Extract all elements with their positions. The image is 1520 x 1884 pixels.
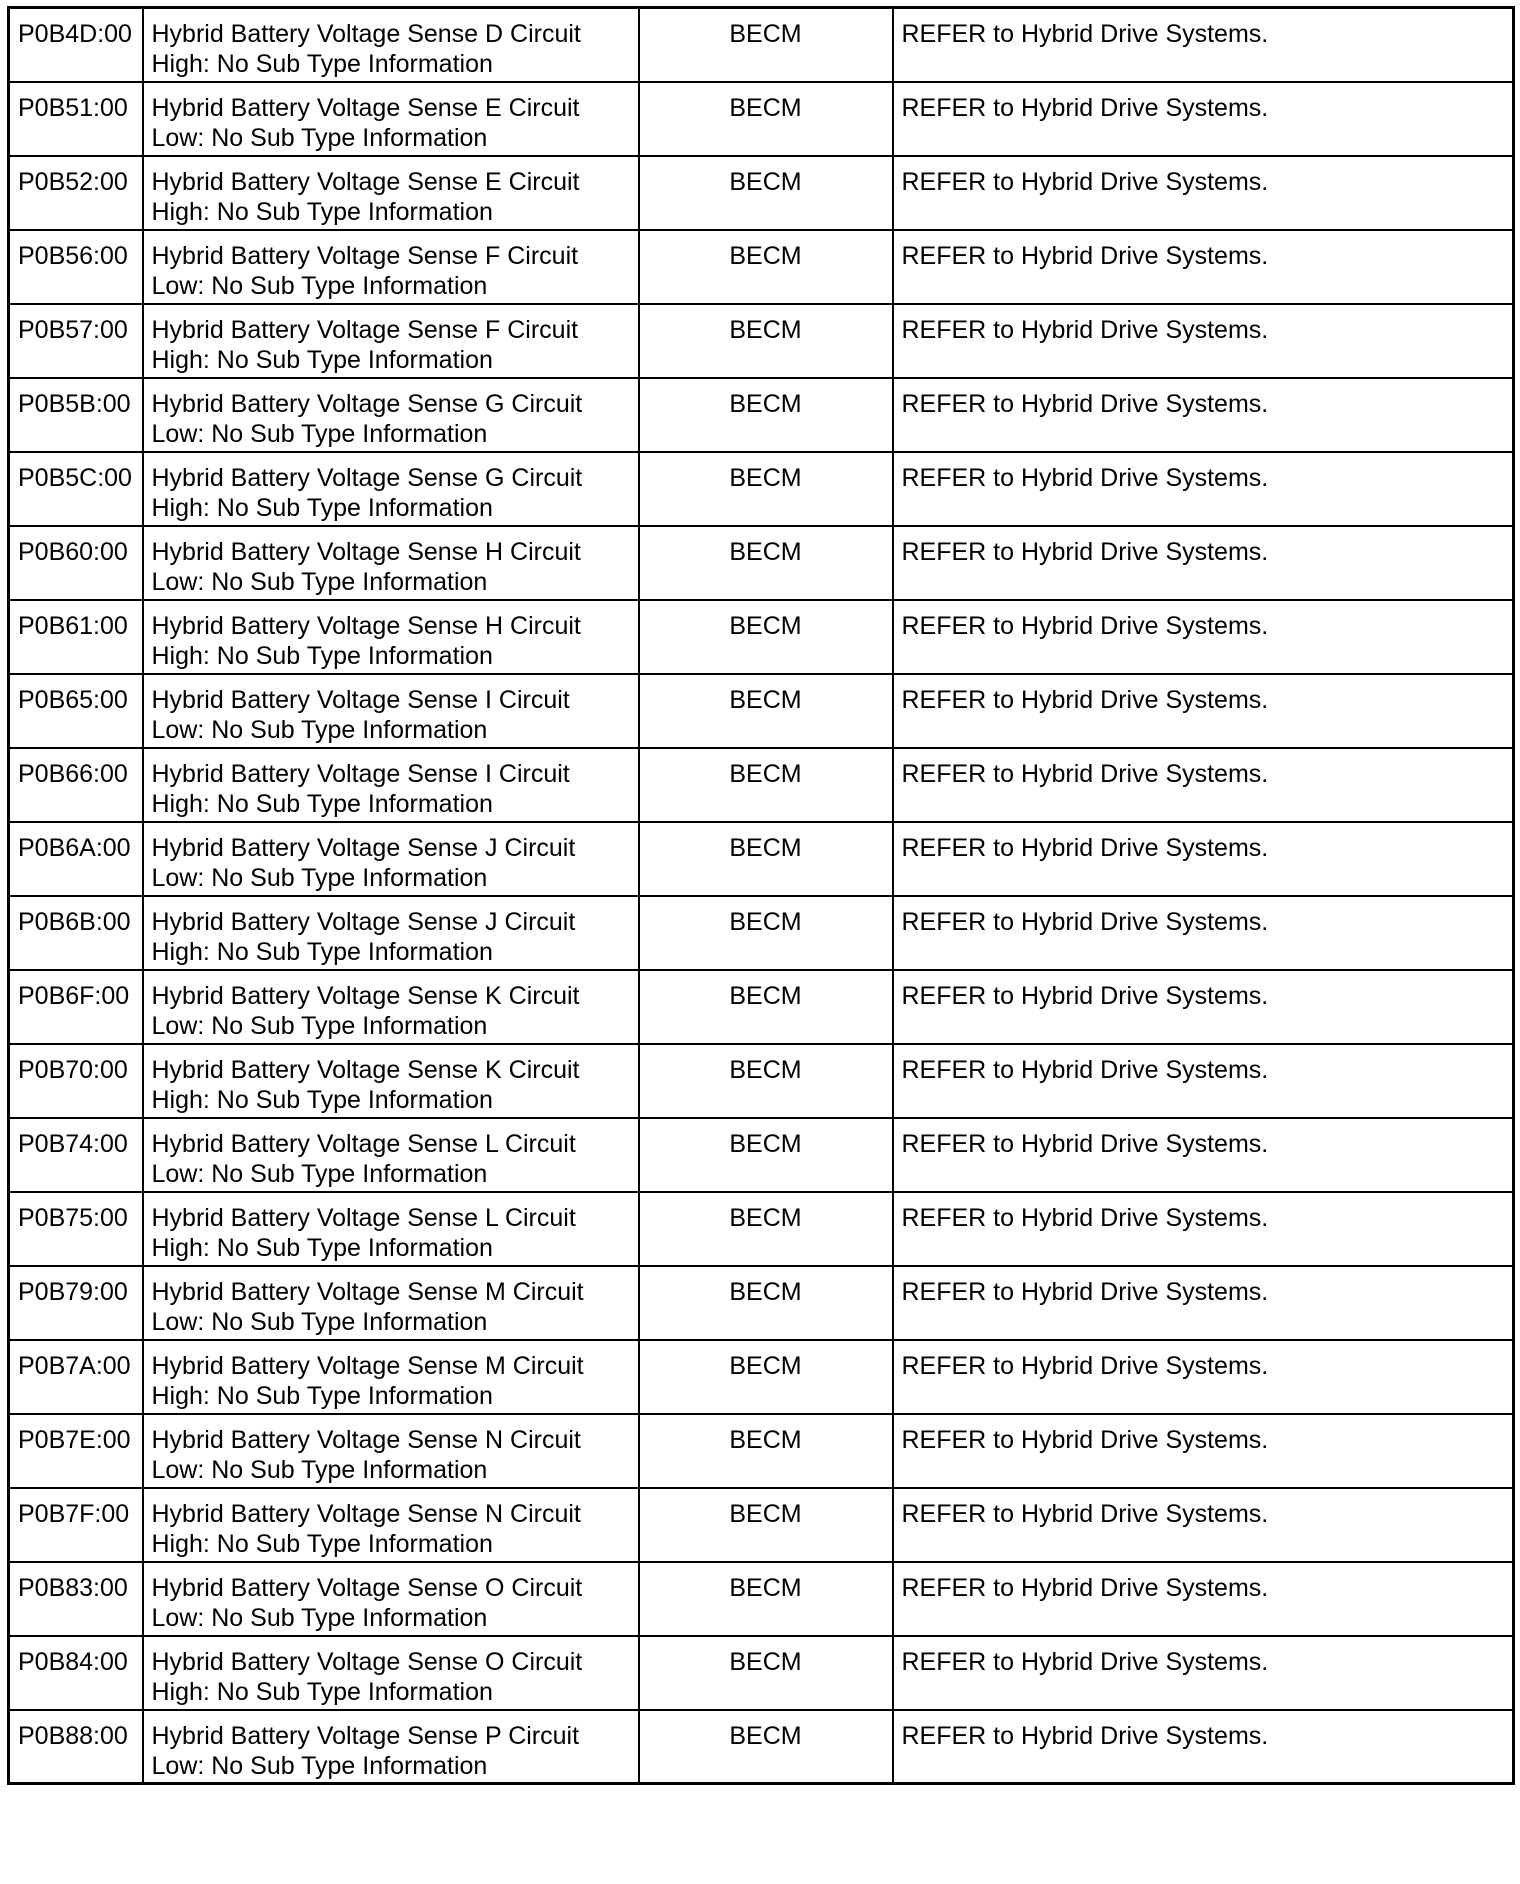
table-row <box>9 304 1514 378</box>
dtc-description-cell <box>143 230 639 304</box>
table-row <box>9 822 1514 896</box>
dtc-module-cell: BECM <box>639 1044 893 1118</box>
description-line-2: High: No Sub Type Information <box>151 937 493 966</box>
dtc-action-cell: REFER to Hybrid Drive Systems. <box>893 1562 1514 1636</box>
dtc-module-cell: BECM <box>639 822 893 896</box>
description-line-1: Hybrid Battery Voltage Sense K Circuit <box>151 1055 580 1084</box>
dtc-module-cell: BECM <box>639 1562 893 1636</box>
dtc-description-cell <box>143 8 639 82</box>
dtc-description-cell <box>143 452 639 526</box>
dtc-action-cell: REFER to Hybrid Drive Systems. <box>893 1044 1514 1118</box>
description-line-1: Hybrid Battery Voltage Sense G Circuit <box>151 463 583 492</box>
description-line-2: Low: No Sub Type Information <box>151 1011 488 1040</box>
dtc-description-cell <box>143 1118 639 1192</box>
description-line-1: Hybrid Battery Voltage Sense I Circuit <box>151 759 570 788</box>
dtc-action-cell: REFER to Hybrid Drive Systems. <box>893 1414 1514 1488</box>
table-row <box>9 1192 1514 1266</box>
table-row <box>9 970 1514 1044</box>
table-row <box>9 1118 1514 1192</box>
description-line-1: Hybrid Battery Voltage Sense K Circuit <box>151 981 580 1010</box>
dtc-module-cell: BECM <box>639 1118 893 1192</box>
dtc-code-cell: P0B5C:00 <box>9 452 143 526</box>
dtc-description-cell <box>143 1636 639 1710</box>
dtc-action-cell: REFER to Hybrid Drive Systems. <box>893 1118 1514 1192</box>
dtc-module-cell: BECM <box>639 230 893 304</box>
dtc-action-cell: REFER to Hybrid Drive Systems. <box>893 1192 1514 1266</box>
dtc-action-cell: REFER to Hybrid Drive Systems. <box>893 1340 1514 1414</box>
dtc-code-cell: P0B6A:00 <box>9 822 143 896</box>
dtc-description-cell <box>143 526 639 600</box>
dtc-code-cell: P0B75:00 <box>9 1192 143 1266</box>
dtc-module-cell: BECM <box>639 82 893 156</box>
description-line-2: High: No Sub Type Information <box>151 641 493 670</box>
dtc-action-cell: REFER to Hybrid Drive Systems. <box>893 970 1514 1044</box>
table-row <box>9 1636 1514 1710</box>
dtc-action-cell: REFER to Hybrid Drive Systems. <box>893 156 1514 230</box>
dtc-module-cell: BECM <box>639 1488 893 1562</box>
dtc-module-cell: BECM <box>639 1192 893 1266</box>
dtc-description-cell <box>143 1414 639 1488</box>
dtc-code-cell: P0B6B:00 <box>9 896 143 970</box>
dtc-description-cell <box>143 156 639 230</box>
dtc-code-cell: P0B66:00 <box>9 748 143 822</box>
table-row <box>9 1044 1514 1118</box>
description-line-1: Hybrid Battery Voltage Sense H Circuit <box>151 611 581 640</box>
description-line-1: Hybrid Battery Voltage Sense D Circuit <box>151 20 581 48</box>
dtc-module-cell: BECM <box>639 1710 893 1784</box>
dtc-module-cell: BECM <box>639 378 893 452</box>
description-line-1: Hybrid Battery Voltage Sense I Circuit <box>151 685 570 714</box>
description-line-2: Low: No Sub Type Information <box>151 863 488 892</box>
dtc-action-cell: REFER to Hybrid Drive Systems. <box>893 304 1514 378</box>
table-row <box>9 1488 1514 1562</box>
description-line-2: High: No Sub Type Information <box>151 1529 493 1558</box>
dtc-action-cell: REFER to Hybrid Drive Systems. <box>893 1266 1514 1340</box>
dtc-action-cell: REFER to Hybrid Drive Systems. <box>893 1710 1514 1784</box>
dtc-code-cell: P0B7F:00 <box>9 1488 143 1562</box>
description-line-2: High: No Sub Type Information <box>151 1085 493 1114</box>
dtc-description-cell <box>143 822 639 896</box>
dtc-code-cell: P0B6F:00 <box>9 970 143 1044</box>
dtc-action-cell: REFER to Hybrid Drive Systems. <box>893 82 1514 156</box>
dtc-action-cell: REFER to Hybrid Drive Systems. <box>893 822 1514 896</box>
table-row <box>9 1710 1514 1784</box>
table-row <box>9 156 1514 230</box>
dtc-code-cell: P0B61:00 <box>9 600 143 674</box>
dtc-description-cell <box>143 674 639 748</box>
dtc-code-cell: P0B74:00 <box>9 1118 143 1192</box>
description-line-2: High: No Sub Type Information <box>151 1233 493 1262</box>
description-line-1: Hybrid Battery Voltage Sense N Circuit <box>151 1425 581 1454</box>
dtc-module-cell: BECM <box>639 304 893 378</box>
dtc-code-cell: P0B83:00 <box>9 1562 143 1636</box>
description-line-2: Low: No Sub Type Information <box>151 1455 488 1484</box>
description-line-2: High: No Sub Type Information <box>151 345 493 374</box>
dtc-action-cell: REFER to Hybrid Drive Systems. <box>893 1636 1514 1710</box>
dtc-module-cell: BECM <box>639 452 893 526</box>
dtc-module-cell: BECM <box>639 896 893 970</box>
description-line-2: Low: No Sub Type Information <box>151 1751 488 1780</box>
dtc-module-cell: BECM <box>639 1266 893 1340</box>
description-line-2: Low: No Sub Type Information <box>151 1159 488 1188</box>
dtc-module-cell: BECM <box>639 674 893 748</box>
dtc-code-cell: P0B56:00 <box>9 230 143 304</box>
dtc-action-cell: REFER to Hybrid Drive Systems. <box>893 452 1514 526</box>
dtc-description-cell <box>143 896 639 970</box>
description-line-2: Low: No Sub Type Information <box>151 715 488 744</box>
description-line-2: High: No Sub Type Information <box>151 50 493 78</box>
dtc-code-cell: P0B52:00 <box>9 156 143 230</box>
dtc-code-cell: P0B79:00 <box>9 1266 143 1340</box>
description-line-2: Low: No Sub Type Information <box>151 1603 488 1632</box>
dtc-module-cell: BECM <box>639 748 893 822</box>
dtc-action-cell: REFER to Hybrid Drive Systems. <box>893 1488 1514 1562</box>
description-line-1: Hybrid Battery Voltage Sense J Circuit <box>151 833 576 862</box>
table-row <box>9 748 1514 822</box>
description-line-1: Hybrid Battery Voltage Sense L Circuit <box>151 1203 576 1232</box>
dtc-code-cell: P0B5B:00 <box>9 378 143 452</box>
dtc-code-cell: P0B88:00 <box>9 1710 143 1784</box>
dtc-code-cell: P0B70:00 <box>9 1044 143 1118</box>
dtc-code-cell: P0B7A:00 <box>9 1340 143 1414</box>
table-row <box>9 1414 1514 1488</box>
table-row <box>9 674 1514 748</box>
table-row <box>9 1340 1514 1414</box>
description-line-1: Hybrid Battery Voltage Sense H Circuit <box>151 537 581 566</box>
dtc-description-cell <box>143 1044 639 1118</box>
description-line-1: Hybrid Battery Voltage Sense F Circuit <box>151 241 579 270</box>
description-line-1: Hybrid Battery Voltage Sense E Circuit <box>151 93 580 122</box>
dtc-description-cell <box>143 1266 639 1340</box>
description-line-2: High: No Sub Type Information <box>151 493 493 522</box>
description-line-2: Low: No Sub Type Information <box>151 1307 488 1336</box>
dtc-description-cell <box>143 1710 639 1784</box>
description-line-2: Low: No Sub Type Information <box>151 123 488 152</box>
table-row <box>9 600 1514 674</box>
table-row <box>9 8 1514 82</box>
dtc-code-cell: P0B60:00 <box>9 526 143 600</box>
dtc-module-cell: BECM <box>639 526 893 600</box>
dtc-module-cell: BECM <box>639 1414 893 1488</box>
dtc-description-cell <box>143 1488 639 1562</box>
dtc-table <box>7 6 1515 1785</box>
dtc-code-cell: P0B84:00 <box>9 1636 143 1710</box>
dtc-action-cell: REFER to Hybrid Drive Systems. <box>893 896 1514 970</box>
dtc-action-cell: REFER to Hybrid Drive Systems. <box>893 230 1514 304</box>
description-line-1: Hybrid Battery Voltage Sense G Circuit <box>151 389 583 418</box>
dtc-action-cell: REFER to Hybrid Drive Systems. <box>893 600 1514 674</box>
description-line-2: High: No Sub Type Information <box>151 197 493 226</box>
table-row <box>9 1266 1514 1340</box>
description-line-1: Hybrid Battery Voltage Sense N Circuit <box>151 1499 581 1528</box>
dtc-description-cell <box>143 378 639 452</box>
table-row <box>9 526 1514 600</box>
dtc-code-cell: P0B4D:00 <box>9 8 143 82</box>
dtc-description-cell <box>143 1562 639 1636</box>
description-line-1: Hybrid Battery Voltage Sense F Circuit <box>151 315 579 344</box>
dtc-action-cell: REFER to Hybrid Drive Systems. <box>893 526 1514 600</box>
dtc-module-cell: BECM <box>639 600 893 674</box>
description-line-1: Hybrid Battery Voltage Sense L Circuit <box>151 1129 576 1158</box>
dtc-code-cell: P0B65:00 <box>9 674 143 748</box>
dtc-module-cell: BECM <box>639 8 893 82</box>
dtc-table-body <box>9 8 1514 1784</box>
dtc-module-cell: BECM <box>639 1340 893 1414</box>
description-line-2: Low: No Sub Type Information <box>151 419 488 448</box>
description-line-2: Low: No Sub Type Information <box>151 271 488 300</box>
description-line-2: High: No Sub Type Information <box>151 1677 493 1706</box>
dtc-description-cell <box>143 600 639 674</box>
dtc-module-cell: BECM <box>639 156 893 230</box>
dtc-description-cell <box>143 970 639 1044</box>
dtc-description-cell <box>143 1340 639 1414</box>
dtc-module-cell: BECM <box>639 1636 893 1710</box>
dtc-code-cell: P0B7E:00 <box>9 1414 143 1488</box>
dtc-code-cell: P0B51:00 <box>9 82 143 156</box>
table-row <box>9 230 1514 304</box>
dtc-description-cell <box>143 748 639 822</box>
dtc-description-cell <box>143 1192 639 1266</box>
dtc-description-cell <box>143 304 639 378</box>
table-row <box>9 452 1514 526</box>
dtc-action-cell: REFER to Hybrid Drive Systems. <box>893 748 1514 822</box>
description-line-1: Hybrid Battery Voltage Sense E Circuit <box>151 167 580 196</box>
description-line-1: Hybrid Battery Voltage Sense P Circuit <box>151 1721 580 1750</box>
dtc-description-cell <box>143 82 639 156</box>
description-line-1: Hybrid Battery Voltage Sense O Circuit <box>151 1647 583 1676</box>
table-row <box>9 82 1514 156</box>
description-line-1: Hybrid Battery Voltage Sense M Circuit <box>151 1351 584 1380</box>
dtc-code-cell: P0B57:00 <box>9 304 143 378</box>
description-line-1: Hybrid Battery Voltage Sense M Circuit <box>151 1277 584 1306</box>
description-line-1: Hybrid Battery Voltage Sense J Circuit <box>151 907 576 936</box>
dtc-action-cell: REFER to Hybrid Drive Systems. <box>893 8 1514 82</box>
description-line-2: High: No Sub Type Information <box>151 1381 493 1410</box>
table-row <box>9 896 1514 970</box>
description-line-2: High: No Sub Type Information <box>151 789 493 818</box>
description-line-1: Hybrid Battery Voltage Sense O Circuit <box>151 1573 583 1602</box>
dtc-module-cell: BECM <box>639 970 893 1044</box>
table-row <box>9 378 1514 452</box>
dtc-action-cell: REFER to Hybrid Drive Systems. <box>893 674 1514 748</box>
table-row <box>9 1562 1514 1636</box>
dtc-action-cell: REFER to Hybrid Drive Systems. <box>893 378 1514 452</box>
description-line-2: Low: No Sub Type Information <box>151 567 488 596</box>
